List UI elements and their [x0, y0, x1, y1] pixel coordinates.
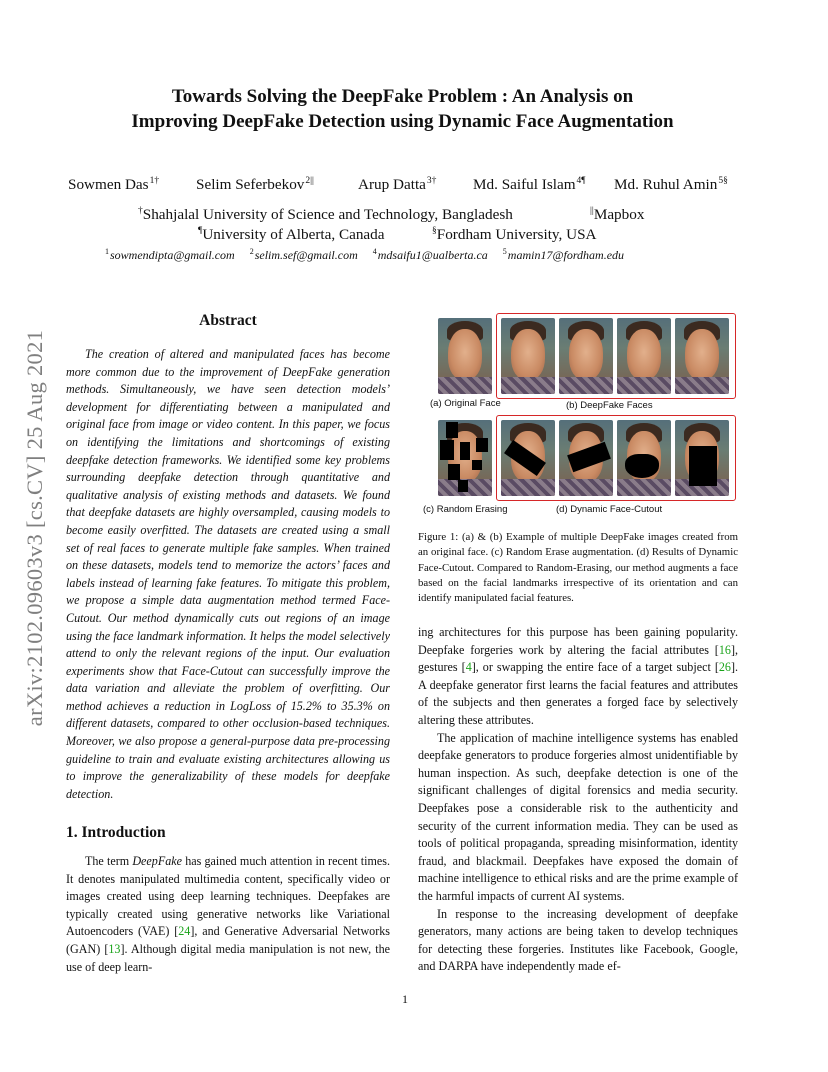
face-cutout-image	[617, 420, 671, 496]
email-5[interactable]	[503, 248, 624, 262]
author-sup: 4¶	[576, 176, 586, 186]
email-sup: 1	[105, 247, 109, 256]
author-sup: 1†	[149, 176, 160, 186]
author-sup: 5§	[718, 176, 728, 186]
citation-link[interactable]: 4	[465, 660, 472, 675]
face-cutout-image	[675, 420, 729, 496]
email-text: mamin17@fordham.edu	[507, 248, 625, 262]
face-cutout-image	[559, 420, 613, 496]
affil-text: Shahjalal University of Science and Technology, Bangladesh	[142, 206, 513, 223]
title-line-2: Improving DeepFake Detection using Dynamic Face Augmentation	[131, 111, 674, 132]
affil-text: Fordham University, USA	[436, 226, 597, 243]
paragraph	[418, 730, 738, 906]
label-random-erasing: (c) Random Erasing	[423, 504, 508, 515]
deepfake-face-image	[559, 318, 613, 394]
label-deepfake-faces: (b) DeepFake Faces	[566, 400, 653, 411]
affil-text: University of Alberta, Canada	[202, 226, 385, 243]
figure-1-caption: Figure 1: (a) & (b) Example of multiple DeepFake images created from an original face. (c) Random Erase augmentation. (d) Results of Dynamic Face-Cutout. Compared to Random-Erasing, our method augments a face based on the facial landmarks irrespective of its orientation and can identify manipulated facial features.	[418, 531, 738, 605]
text-run: The application of machine intelligence systems has enabled deepfake generators to produce forgeries almost unidentifiable by human inspection. As such, deepfake detection is one of the significant challenges of digital forensics and media security. Deepfakes pose a considerable risk to the authenticity and security of the current information media. They can be used as tools of political propaganda, spreading misinformation, identity fraud, and blackmail. Deepfakes have exposed the domain of machine intelligence to ethical risks and are the prime example of the harmful impacts of current AI systems.	[418, 730, 738, 903]
deepfake-face-image	[617, 318, 671, 394]
affiliation-alberta	[198, 226, 385, 244]
page-number: 1	[402, 992, 408, 1006]
label-original-face: (a) Original Face	[430, 398, 501, 409]
affiliation-fordham	[432, 226, 597, 244]
author-sup: 2||	[305, 176, 314, 186]
affil-sup: ¶	[198, 226, 203, 236]
text-run: The term	[85, 854, 133, 868]
email-1[interactable]	[105, 248, 235, 262]
face-cutout-image	[501, 420, 555, 496]
email-2[interactable]	[250, 248, 358, 262]
text-run: ]. A deepfake generator first learns the facial features and attributes of the subjects and then generates a forged face by selectively altering these attributes.	[418, 660, 739, 727]
section-heading-introduction: 1. Introduction	[66, 824, 166, 841]
abstract-heading: Abstract	[199, 312, 257, 329]
email-text: selim.sef@gmail.com	[254, 248, 358, 262]
random-erasing-image	[438, 420, 492, 496]
original-face-image	[438, 318, 492, 394]
author-2	[196, 176, 314, 194]
email-sup: 5	[502, 247, 507, 256]
email-sup: 2	[249, 247, 254, 256]
introduction-paragraph	[66, 853, 390, 976]
abstract-paragraph: The creation of altered and manipulated faces has become more common due to the improvement of DeepFake generation methods. Simultaneously, we have seen detection models’ development for differentiating between a manipulated and original face from image or video content. In this paper, we focus on identifying the limitations and shortcomings of existing deepfake detection frameworks. We identified some key problems surrounding deepfake detection through quantitative and qualitative analysis of existing methods and datasets. We found that deepfake datasets are highly oversampled, causing models to become easily overfitted. The datasets are created using a small set of real faces to generate multiple fake samples. When trained on these datasets, models tend to memorize the actors’ faces and labels instead of learning fake features. To mitigate this problem, we propose a simple data augmentation method termed Face-Cutout. Our method dynamically cuts out regions of an image using the face landmark information. It helps the model selectively attend to only the relevant regions of the input. Our evaluation experiments show that Face-Cutout can successfully improve the data variation and alleviate the problem of overfitting. Our method achieves a reduction in LogLoss of 15.2% to 35.3% on different datasets, compared to other occlusion-based techniques. Moreover, we also propose a general-purpose data pre-processing guideline to train and evaluate existing architectures allowing us to improve the generalizability of these models for deepfake detection.	[66, 347, 390, 801]
citation-link[interactable]: 13	[108, 941, 121, 956]
paper-title	[80, 84, 725, 134]
right-column-text	[418, 624, 738, 976]
author-sup: 3†	[426, 176, 437, 186]
author-3	[358, 176, 436, 194]
author-name: Sowmen Das	[68, 176, 149, 193]
text-run: ]. Although digital media manipulation is not new, the use of deep learn-	[66, 941, 390, 974]
text-run: ], and Generative Adversarial Networks (GAN) [	[66, 924, 391, 956]
author-name: Md. Saiful Islam	[473, 176, 576, 193]
affiliation-mapbox	[590, 206, 644, 224]
affil-text: Mapbox	[593, 206, 645, 223]
citation-link[interactable]: 24	[178, 924, 191, 939]
author-5	[614, 176, 728, 194]
text-run: ing architectures for this purpose has been gaining popularity. Deepfake forgeries work by altering the facial attributes [	[418, 625, 738, 657]
author-4	[473, 176, 586, 194]
text-run: In response to the increasing development of deepfake generators, many actions are being taken to develop techniques for detecting these forgeries. Institutes like Facebook, Google, and DARPA have independently made ef-	[418, 906, 738, 974]
author-1	[68, 176, 159, 194]
author-name: Selim Seferbekov	[196, 176, 305, 193]
figure-1	[418, 310, 738, 520]
arxiv-stamp: arXiv:2102.09603v3 [cs.CV] 25 Aug 2021	[22, 329, 47, 727]
label-dynamic-face-cutout: (d) Dynamic Face-Cutout	[556, 504, 663, 515]
author-emails	[105, 247, 725, 263]
email-text: mdsaifu1@ualberta.ca	[377, 248, 488, 262]
author-name: Arup Datta	[358, 176, 426, 193]
author-name: Md. Ruhul Amin	[614, 176, 718, 193]
paragraph	[418, 624, 738, 730]
text-run: has gained much attention in recent times. It denotes manipulated multimedia content, specifically video or images created using deep learning techniques. Deepfakes are typically created using generative networks like Variational Autoencoders (VAE) [	[66, 854, 390, 939]
term-deepfake: DeepFake	[132, 854, 183, 868]
email-sup: 4	[372, 247, 377, 256]
affil-sup: §	[432, 226, 437, 236]
citation-link[interactable]: 26	[718, 660, 731, 675]
paragraph	[418, 906, 738, 976]
deepfake-face-image	[675, 318, 729, 394]
email-text: sowmendipta@gmail.com	[110, 248, 235, 262]
citation-link[interactable]: 16	[718, 642, 731, 657]
abstract-text	[66, 346, 390, 803]
email-4[interactable]	[373, 248, 488, 262]
affiliation-sust	[138, 206, 513, 224]
affil-sup: †	[138, 206, 143, 216]
title-line-1: Towards Solving the DeepFake Problem : An Analysis on	[171, 86, 634, 107]
text-run: ], or swapping the entire face of a target subject [	[471, 660, 719, 675]
deepfake-face-image	[501, 318, 555, 394]
affil-sup: ||	[590, 206, 594, 216]
text-run: ], gestures [	[418, 642, 738, 675]
